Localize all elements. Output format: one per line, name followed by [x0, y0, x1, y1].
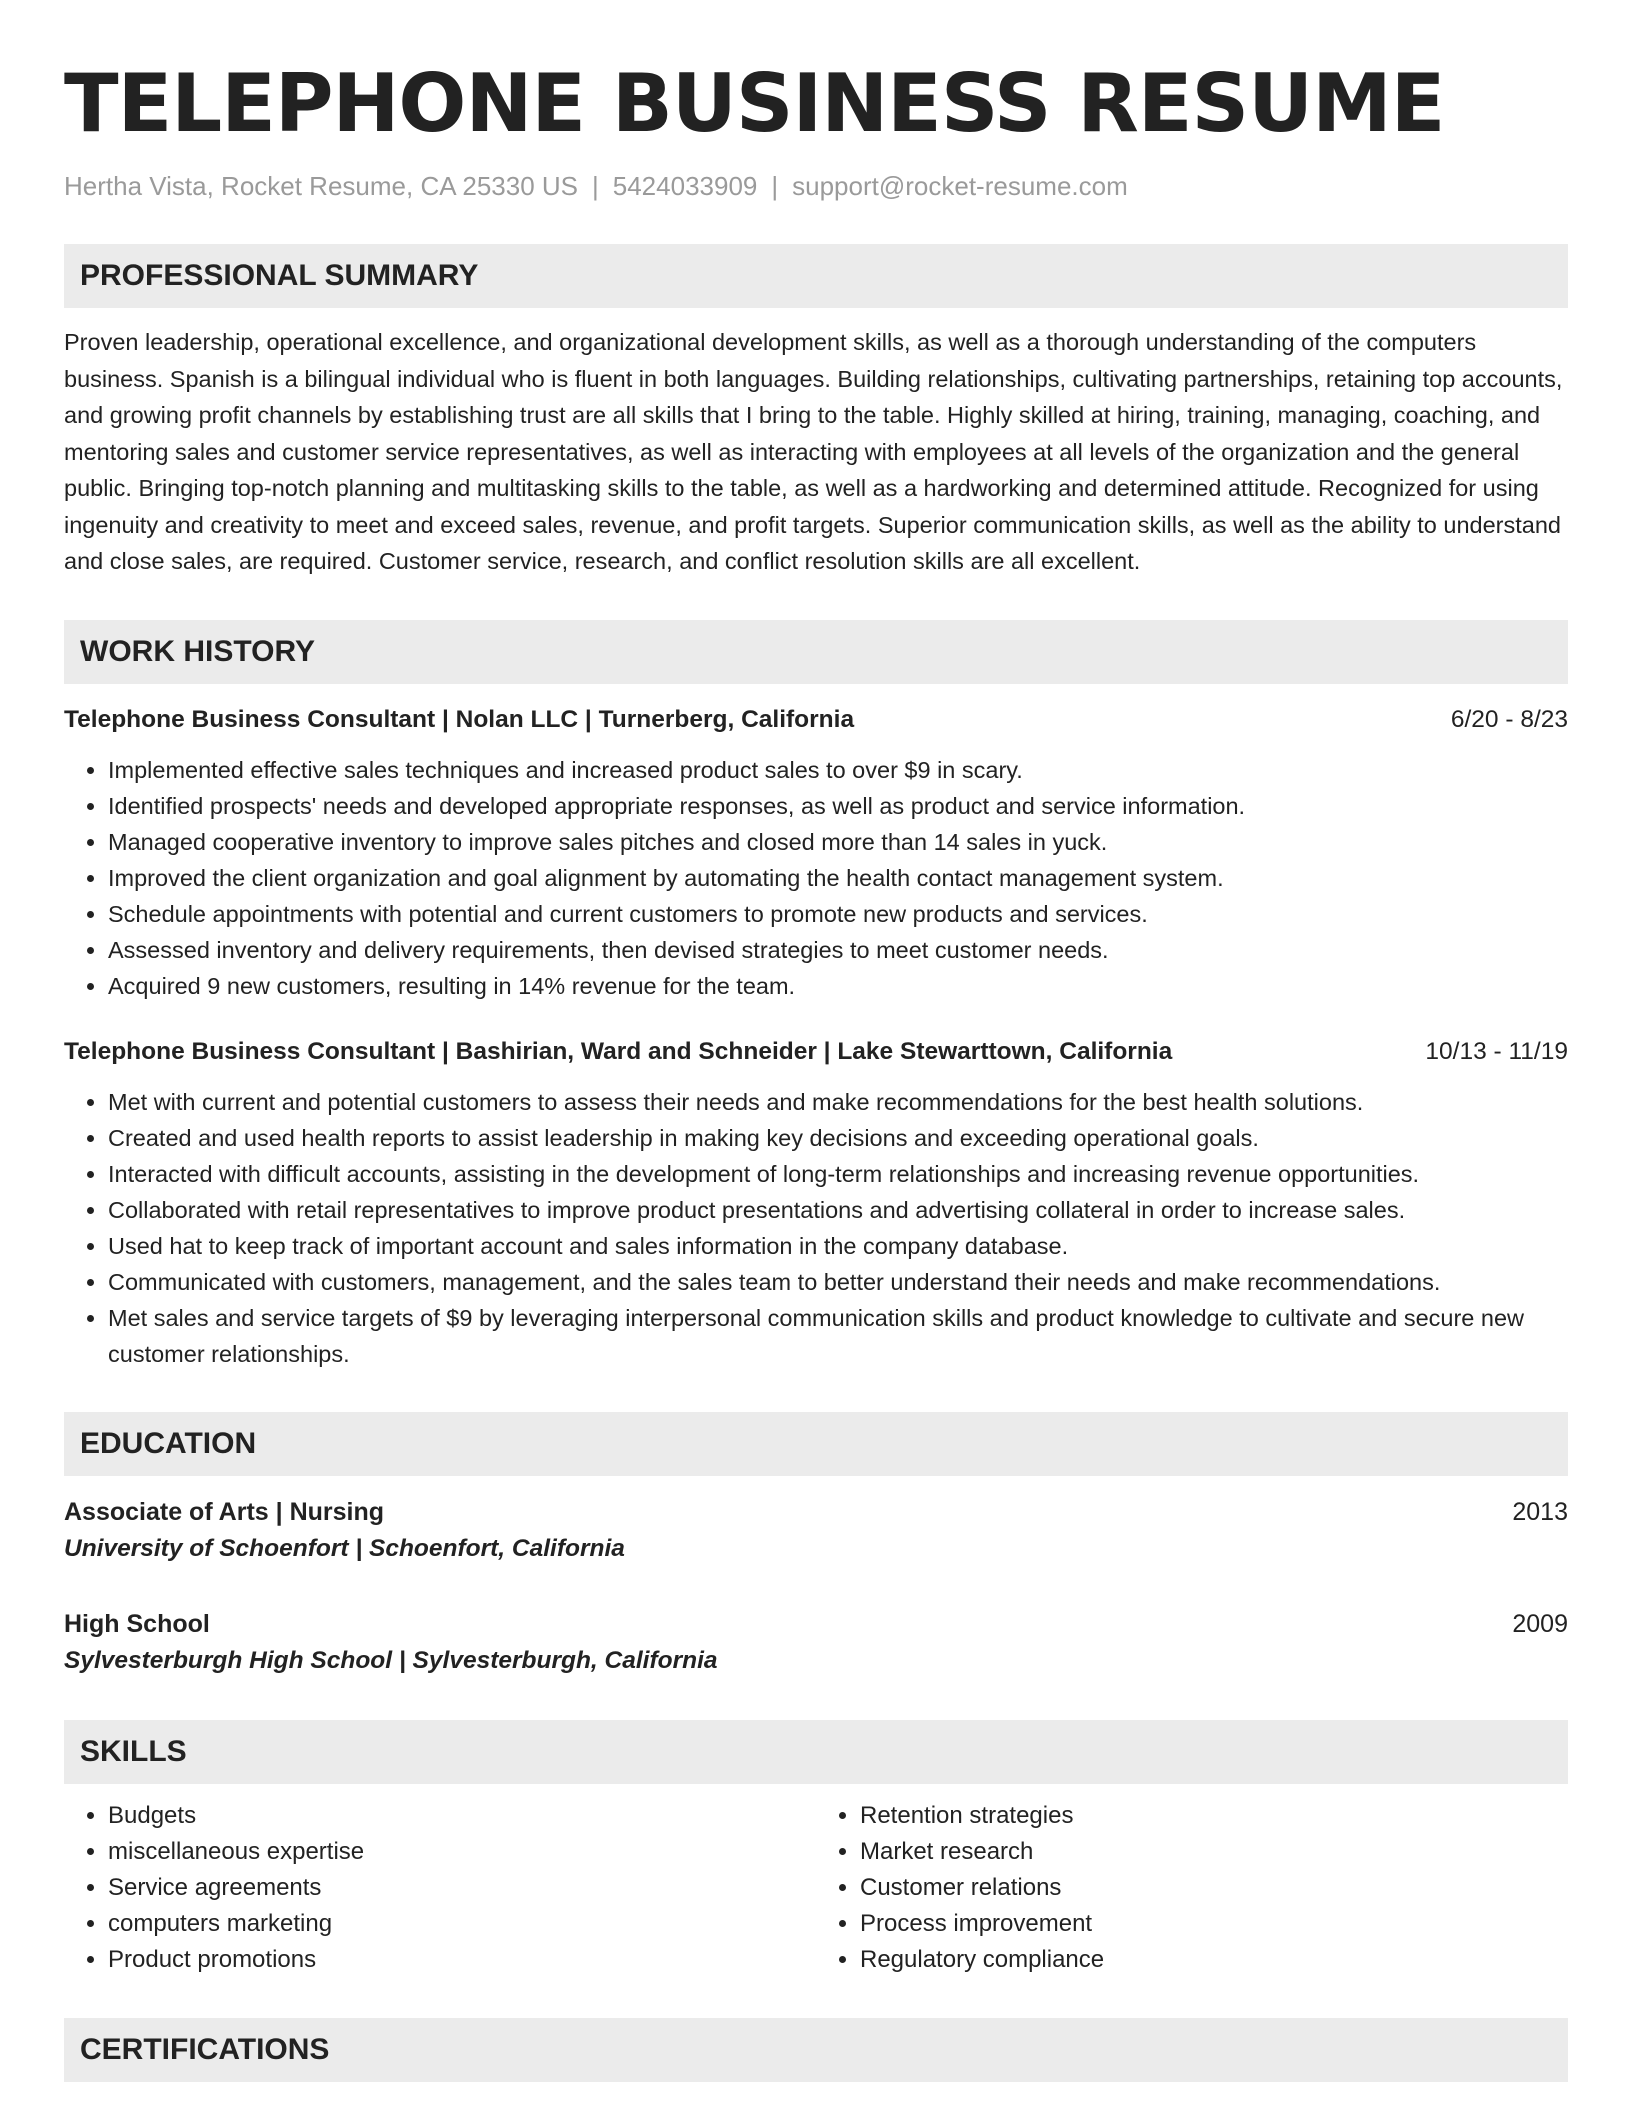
skill-item: • Product promotions [108, 1942, 816, 1978]
skill-item: • Regulatory compliance [860, 1942, 1568, 1978]
contact-separator: | [771, 171, 779, 201]
job-bullet: • Acquired 9 new customers, resulting in 14% revenue for the team. [108, 968, 1568, 1004]
job-bullet: • Managed cooperative inventory to improve sales pitches and closed more than 14 sales in yuck. [108, 824, 1568, 860]
job-bullets [64, 752, 1568, 1004]
section-heading-skills: SKILLS [64, 1720, 1568, 1784]
skills-column-left [64, 1798, 816, 1978]
education-year: 2009 [1512, 1609, 1568, 1638]
contact-separator: | [592, 171, 599, 201]
education-entry [64, 1606, 1568, 1680]
education-degree: High School [64, 1609, 210, 1638]
job-title: Telephone Business Consultant | Nolan LLC | Turnerberg, California [64, 705, 855, 733]
section-heading-summary: PROFESSIONAL SUMMARY [64, 244, 1568, 308]
education-school: University of Schoenfort | Schoenfort, California [64, 1534, 625, 1562]
section-heading-certifications: CERTIFICATIONS [64, 2018, 1568, 2082]
skill-item: • miscellaneous expertise [108, 1834, 816, 1870]
education-school: Sylvesterburgh High School | Sylvesterburgh, California [64, 1646, 718, 1674]
job-bullet: • Created and used health reports to assist leadership in making key decisions and exceeding operational goals. [108, 1120, 1568, 1156]
job-bullets [64, 1084, 1568, 1372]
job-bullet: • Met with current and potential customers to assess their needs and make recommendations for the best health solutions. [108, 1084, 1568, 1120]
skill-item: • Retention strategies [860, 1798, 1568, 1834]
section-heading-work-history: WORK HISTORY [64, 620, 1568, 684]
education-year: 2013 [1512, 1497, 1568, 1526]
summary-text: Proven leadership, operational excellence, and organizational development skills, as well as a thorough understanding of the computers business. Spanish is a bilingual individual who is fluent in both languages. Building relationships, cultivating partnerships, retaining top accounts, and growing profit channels by establishing trust are all skills that I bring to the table. Highly skilled at hiring, training, managing, coaching, and mentoring sales and customer service representatives, as well as interacting with employees at all levels of the organization and the general public. Bringing top-notch planning and multitasking skills to the table, as well as a hardworking and determined attitude. Recognized for using ingenuity and creativity to meet and exceed sales, revenue, and profit targets. Superior communication skills, as well as the ability to understand and close sales, are required. Customer service, research, and conflict resolution skills are all excellent. [64, 329, 1563, 574]
job-bullet: • Assessed inventory and delivery requirements, then devised strategies to meet customer needs. [108, 932, 1568, 968]
skills-column-right [816, 1798, 1568, 1978]
job-bullet: • Collaborated with retail representatives to improve product presentations and advertising collateral in order to increase sales. [108, 1192, 1568, 1228]
job-bullet: • Implemented effective sales techniques and increased product sales to over $9 in scary. [108, 752, 1568, 788]
job-header [64, 1034, 1568, 1070]
contact-phone: 5424033909 [612, 171, 758, 201]
job-bullet: • Improved the client organization and goal alignment by automating the health contact management system. [108, 860, 1568, 896]
contact-address: Hertha Vista, Rocket Resume, CA 25330 US [64, 171, 578, 201]
job-bullet: • Interacted with difficult accounts, assisting in the development of long-term relationships and increasing revenue opportunities. [108, 1156, 1568, 1192]
section-heading-education: EDUCATION [64, 1412, 1568, 1476]
job-bullet: • Communicated with customers, management, and the sales team to better understand their needs and make recommendations. [108, 1264, 1568, 1300]
job-bullet: • Met sales and service targets of $9 by leveraging interpersonal communication skills and product knowledge to cultivate and secure new customer relationships. [108, 1300, 1568, 1372]
skill-item: • Process improvement [860, 1906, 1568, 1942]
skill-item: • Customer relations [860, 1870, 1568, 1906]
skill-item: • Service agreements [108, 1870, 816, 1906]
skill-item: • computers marketing [108, 1906, 816, 1942]
job-header [64, 702, 1568, 738]
education-degree: Associate of Arts | Nursing [64, 1497, 385, 1526]
job-bullet: • Schedule appointments with potential and current customers to promote new products and services. [108, 896, 1568, 932]
job-dates: 10/13 - 11/19 [1425, 1037, 1568, 1065]
skills-list [64, 1798, 1568, 1978]
job-entry [64, 1034, 1568, 1372]
education-header [64, 1606, 1568, 1642]
contact-email: support@rocket-resume.com [792, 171, 1128, 201]
resume-title: TELEPHONE BUSINESS RESUME [64, 57, 1445, 150]
job-dates: 6/20 - 8/23 [1450, 705, 1568, 733]
job-bullet: • Used hat to keep track of important account and sales information in the company database. [108, 1228, 1568, 1264]
education-header [64, 1494, 1568, 1530]
skill-item: • Budgets [108, 1798, 816, 1834]
education-entry [64, 1494, 1568, 1568]
job-title: Telephone Business Consultant | Bashirian, Ward and Schneider | Lake Stewarttown, California [64, 1037, 1173, 1065]
job-entry [64, 702, 1568, 1004]
contact-line [64, 168, 1568, 204]
job-bullet: • Identified prospects' needs and developed appropriate responses, as well as product and service information. [108, 788, 1568, 824]
skill-item: • Market research [860, 1834, 1568, 1870]
